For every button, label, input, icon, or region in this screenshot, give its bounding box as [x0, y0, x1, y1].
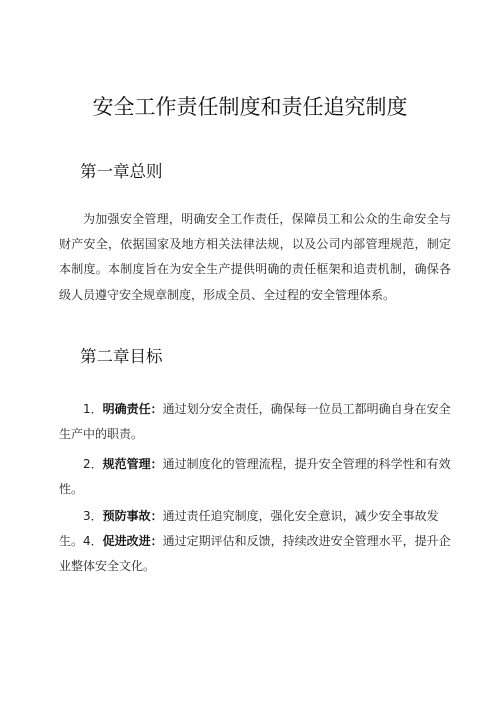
- chapter-2-heading: 第二章目标: [80, 347, 163, 366]
- goal-text: 通过定期评估和反馈，持续改进安全管理水平，提升企业整体安全文化。: [59, 534, 451, 574]
- chapter-1-heading: 第一章总则: [80, 162, 163, 181]
- goal-number: 1．: [83, 402, 103, 416]
- goal-item-4: [59, 529, 451, 579]
- goal-text: 通过划分安全责任，确保每一位员工都明确自身在安全生产中的职责。: [59, 402, 451, 442]
- goal-term: 预防事故：: [102, 509, 163, 523]
- goal-item-2: [59, 452, 451, 502]
- goal-text: 通过制度化的管理流程，提升安全管理的科学性和有效性。: [59, 457, 451, 497]
- goal-number: 4．: [83, 534, 103, 548]
- goal-term: 规范管理：: [102, 457, 163, 471]
- goal-text: 通过责任追究制度，强化安全意识，减少安全事故发生。: [59, 509, 439, 549]
- chapter-1-paragraph: 为加强安全管理，明确安全工作责任，保障员工和公众的生命安全与财产安全，依据国家及地方相关法律法规，以及公司内部管理规范，制定本制度。本制度旨在为安全生产提供明确的责任框架和追责机制，确保各级人员遵守安全规章制度，形成全员、全过程的安全管理体系。: [59, 212, 451, 302]
- goal-term: 促进改进：: [102, 534, 163, 548]
- goal-item-1: [59, 397, 451, 447]
- goal-number: 2．: [83, 457, 103, 471]
- goal-number: 3．: [83, 509, 103, 523]
- goal-term: 明确责任：: [102, 402, 163, 416]
- document-title: 安全工作责任制度和责任追究制度: [92, 95, 408, 119]
